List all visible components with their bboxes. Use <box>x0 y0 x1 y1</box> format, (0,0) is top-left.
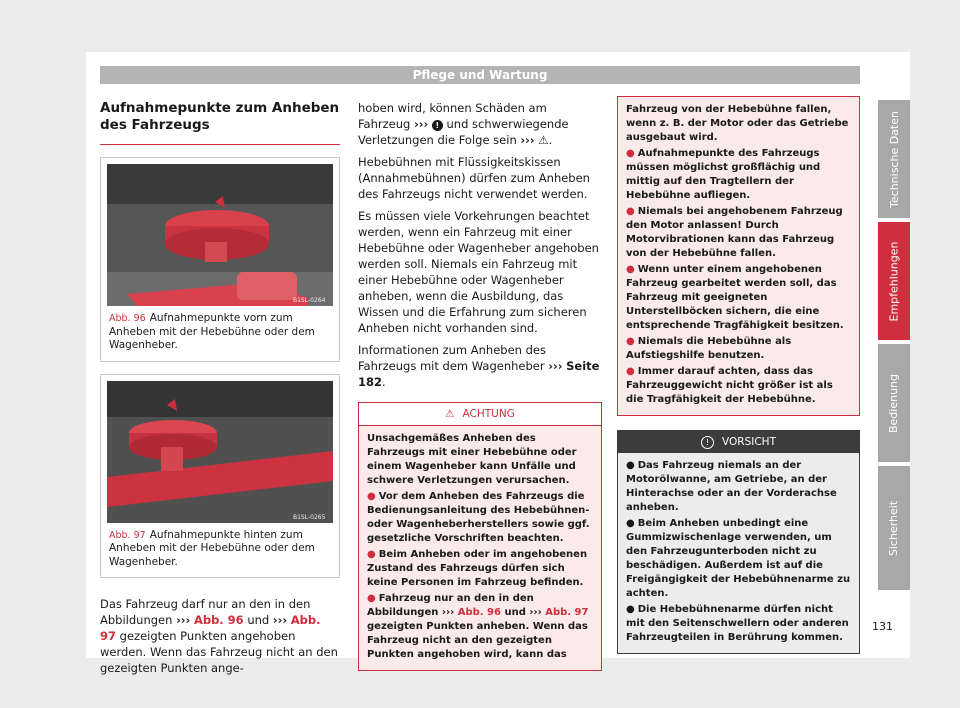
vorsicht-body <box>618 453 859 653</box>
achtung-item <box>626 263 851 333</box>
bullet-icon: ● <box>626 148 635 159</box>
achtung-intro: Unsachgemäßes Anheben des Fahrzeugs mit einer Hebebühne oder einem Wagenheber kann Unfälle und schwere Verletzungen verursachen. <box>367 433 577 486</box>
achtung-item <box>626 335 851 363</box>
bullet-icon: ● <box>367 491 376 502</box>
paragraph-cushion-lifts: Hebebühnen mit Flüssigkeitskissen (Annahmebühnen) dürfen zum Anheben des Fahrzeugs nicht verwendet werden. <box>358 155 590 201</box>
achtung-cont-text: Fahrzeug von der Hebebühne fallen, wenn z. B. der Motor oder das Getriebe ausgebaut wird. <box>626 104 849 143</box>
figure-97-caption-text: Aufnahmepunkte hinten zum Anheben mit der Hebebühne oder dem Wagenheber. <box>109 528 315 568</box>
figure-97 <box>100 374 340 579</box>
achtung-item-text: Immer darauf achten, dass das Fahrzeuggewicht nicht größer ist als die Tragfähigkeit der Hebebühne. <box>626 366 833 405</box>
achtung-header <box>359 403 601 426</box>
achtung-item-text: Niemals bei angehobenem Fahrzeug den Motor anlassen! Durch Motorvibrationen kann das Fahrzeug von der Hebebühne fallen. <box>626 206 843 259</box>
achtung-item <box>626 365 851 407</box>
figure-96-photo <box>107 164 333 306</box>
achtung-item <box>626 147 851 203</box>
bullet-icon: ● <box>626 206 635 217</box>
ref-arrows: ››› <box>548 359 563 373</box>
vorsicht-item <box>626 517 851 601</box>
tab-technische-daten[interactable] <box>878 100 910 218</box>
tab-bedienung[interactable] <box>878 344 910 462</box>
bullet-icon: ● <box>626 518 635 529</box>
paragraph-damage: hoben wird, können Schäden am Fahrzeug ››› ! und schwerwiegende Verletzungen die Folge sein ››› ⚠. <box>358 101 569 147</box>
column-middle <box>358 100 602 671</box>
figure-97-caption <box>101 523 339 578</box>
warning-triangle-icon[interactable]: ⚠ <box>538 133 549 147</box>
figure-96-caption-text: Aufnahmepunkte vorn zum Anheben mit der Hebebühne oder dem Wagenheber. <box>109 312 315 351</box>
intro-text-c: gezeigten Punkten angehoben werden. Wenn das Fahrzeug nicht an den gezeigten Punkten ange- <box>100 629 338 675</box>
para1-text-b: und schwerwiegende Verletzungen die Folge sein <box>358 117 569 147</box>
achtung-item-text: Wenn unter einem angehobenen Fahrzeug gearbeitet werden soll, das Fahrzeug mit geeigneten Unterstellböcken sichern, die eine entsprechende Tragfähigkeit besitzen. <box>626 264 844 331</box>
tab-empfehlungen[interactable] <box>878 222 910 340</box>
column-right <box>617 96 860 654</box>
figure-96 <box>100 157 340 362</box>
tab-label: Sicherheit <box>887 500 901 556</box>
achtung-item <box>626 205 851 261</box>
intro-text-und: und <box>247 613 270 627</box>
tab-label: Technische Daten <box>887 110 901 208</box>
figure-97-photo <box>107 381 333 523</box>
paragraph-precautions: Es müssen viele Vorkehrungen beachtet werden, wenn ein Fahrzeug mit einer Hebebühne oder Wagenheber angehoben werden soll. Niemals ein Fahrzeug mit einer Hebebühne oder Wagenheber anheben, wenn die Ausbildung, das Wissen und die Erfahrung zum sicheren Anheben nicht vorhanden sind. <box>358 209 599 335</box>
link-abb-97[interactable]: Abb. 97 <box>545 607 589 618</box>
achtung-item-last <box>367 592 593 662</box>
vorsicht-box <box>617 430 860 654</box>
warning-triangle-icon: ⚠ <box>445 408 455 420</box>
section-title: Aufnahmepunkte zum Anheben des Fahrzeugs <box>100 100 340 145</box>
link-abb-97[interactable]: Abb. 97 <box>100 613 321 643</box>
achtung-title: ACHTUNG <box>462 408 515 420</box>
vorsicht-header <box>618 431 859 453</box>
vorsicht-title: VORSICHT <box>722 436 776 448</box>
figure-96-caption <box>101 306 339 361</box>
achtung-item <box>367 548 593 590</box>
achtung-box-continued <box>617 96 860 416</box>
achtung-item <box>367 490 593 546</box>
page-number: 131 <box>872 620 893 633</box>
vorsicht-item <box>626 459 851 515</box>
vorsicht-item <box>626 603 851 645</box>
tab-sicherheit[interactable] <box>878 466 910 590</box>
achtung-last-text-a: Fahrzeug nur an den in den Abbildungen <box>367 593 534 618</box>
link-seite-182[interactable]: Seite 182 <box>358 359 600 389</box>
paragraph-jack-info: Informationen zum Anheben des Fahrzeugs mit dem Wagenheber ››› Seite 182. <box>358 343 600 389</box>
intro-paragraph <box>100 596 340 676</box>
figure-97-label: Abb. 97 <box>109 529 146 541</box>
achtung-item-text: Niemals die Hebebühne als Aufstiegshilfe benutzen. <box>626 336 792 361</box>
bullet-icon: ● <box>626 460 635 471</box>
bullet-icon: ● <box>626 336 635 347</box>
achtung-cont-body <box>618 97 859 415</box>
figure-97-code: B1SL-0265 <box>293 513 326 521</box>
ref-arrows: ››› <box>272 613 288 627</box>
figure-96-code: B1SL-0264 <box>293 297 326 304</box>
link-abb-96[interactable]: Abb. 96 <box>193 613 244 627</box>
achtung-last-und: und <box>504 607 526 618</box>
chapter-header: Pflege und Wartung <box>100 66 860 84</box>
bullet-icon: ● <box>367 593 376 604</box>
intro-text-a: Das Fahrzeug darf nur an den in den Abbildungen <box>100 597 311 627</box>
achtung-last-text-b: gezeigten Punkten anheben. Wenn das Fahrzeug nicht an den gezeigten Punkten angehoben wird, kann das <box>367 621 588 660</box>
achtung-body <box>359 426 601 670</box>
ref-arrows: ››› <box>520 133 535 147</box>
figure-96-label: Abb. 96 <box>109 313 146 324</box>
ref-arrows: ››› <box>176 613 191 627</box>
bullet-icon: ● <box>367 549 376 560</box>
achtung-item-text: Beim Anheben oder im angehobenen Zustand des Fahrzeugs dürfen sich keine Personen im Fahrzeug befinden. <box>367 549 588 588</box>
ref-arrows: ››› <box>441 607 455 618</box>
achtung-item-text: Vor dem Anheben des Fahrzeugs die Bedienungsanleitung des Hebebühnen-oder Wagenheberherstellers sowie ggf. gesetzliche Vorschriften beachten. <box>367 491 590 544</box>
ref-arrows: ››› <box>529 607 542 618</box>
bullet-icon: ● <box>626 366 635 377</box>
column-left <box>100 100 340 676</box>
info-circle-icon: ! <box>701 436 714 449</box>
tab-label: Bedienung <box>887 373 901 433</box>
para1-text-a: hoben wird, können Schäden am Fahrzeug <box>358 101 547 131</box>
tab-label: Empfehlungen <box>887 241 901 321</box>
bullet-icon: ● <box>626 604 635 615</box>
achtung-box <box>358 402 602 671</box>
link-abb-96[interactable]: Abb. 96 <box>457 607 501 618</box>
ref-arrows: ››› <box>413 117 429 131</box>
para4-text: Informationen zum Anheben des Fahrzeugs mit dem Wagenheber <box>358 343 546 373</box>
vorsicht-item-text: Die Hebebühnenarme dürfen nicht mit den Seitenschwellern oder anderen Fahrzeugteilen in Berührung kommen. <box>626 604 849 643</box>
vorsicht-item-text: Das Fahrzeug niemals an der Motorölwanne, am Getriebe, an der Hinterachse oder an der Vorderachse anheben. <box>626 460 837 513</box>
achtung-item-text: Aufnahmepunkte des Fahrzeugs müssen möglichst großflächig und mittig auf den Tragtellern der Hebebühne aufliegen. <box>626 148 821 201</box>
bullet-icon: ● <box>626 264 635 275</box>
vorsicht-item-text: Beim Anheben unbedingt eine Gummizwischenlage verwenden, um den Fahrzeugunterboden nicht zu beschädigen. Außerdem ist auf die Freigängigkeit der Hebebühnenarme zu achten. <box>626 518 851 599</box>
info-circle-icon[interactable]: ! <box>432 120 443 131</box>
